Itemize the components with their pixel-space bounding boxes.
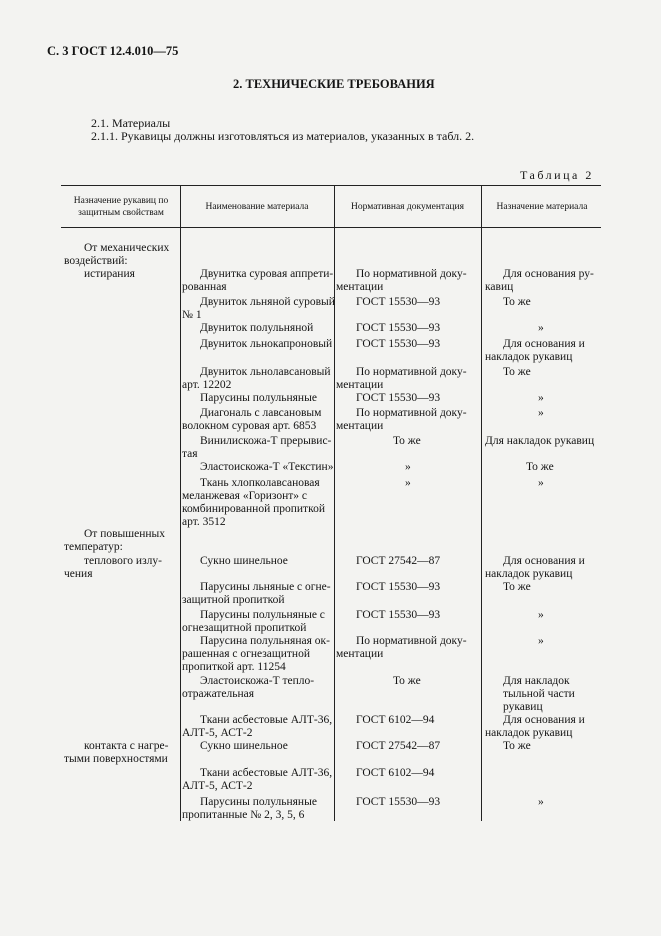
row-material: АЛТ-5, АСТ-2 [182, 727, 253, 739]
row-purpose-material: кавиц [485, 281, 514, 293]
row-purpose-material: » [538, 322, 544, 334]
row-purpose-material: То же [503, 581, 531, 593]
row-purpose-material: накладок рукавиц [485, 568, 573, 580]
row-docs: По нормативной доку- [356, 635, 467, 647]
row-purpose-material: накладок рукавиц [485, 351, 573, 363]
row-material: Двуниток льнолавсановый [200, 366, 331, 378]
row-material: огнезащитной пропиткой [182, 622, 307, 634]
row-material: Двуниток полульняной [200, 322, 314, 334]
row-material: комбинированной пропиткой [182, 503, 325, 515]
row-material: защитной пропиткой [182, 594, 285, 606]
row-material: Парусины полульняные [200, 392, 317, 404]
row-purpose-material: То же [526, 461, 554, 473]
row-material: Парусины льняные с огне- [200, 581, 331, 593]
row-purpose-material: рукавиц [503, 701, 543, 713]
row-purpose-material: Для основания ру- [503, 268, 594, 280]
row-material: Диагональ с лавсановым [200, 407, 322, 419]
table-label: Таблица 2 [520, 168, 594, 182]
row-purpose-material: » [538, 477, 544, 489]
row-purpose-line: теплового излу- [84, 555, 162, 567]
row-docs: ГОСТ 15530—93 [356, 322, 441, 334]
table-header-material-purpose: Назначение материала [496, 202, 588, 212]
row-purpose-line: температур: [64, 541, 123, 553]
row-docs: » [405, 461, 411, 473]
row-purpose-material: » [538, 609, 544, 621]
paragraph-2-1: 2.1. Материалы [91, 116, 171, 130]
row-material: отражательная [182, 688, 255, 700]
row-purpose-material: То же [503, 366, 531, 378]
row-material: Эластоискожа-Т тепло- [200, 675, 315, 687]
row-material: Ткани асбестовые АЛТ-36, [200, 714, 333, 726]
table-header-docs: Нормативная документация [351, 202, 464, 212]
row-purpose-line: От механических [84, 242, 170, 254]
row-docs: ГОСТ 27542—87 [356, 740, 441, 752]
row-purpose-material: » [538, 392, 544, 404]
row-material: Винилискожа-Т прерывис- [200, 435, 332, 447]
row-docs: ментации [336, 420, 384, 432]
row-purpose-material: » [538, 407, 544, 419]
row-material: рованная [182, 281, 227, 293]
row-material: Эластоискожа-Т «Текстин» [200, 461, 334, 473]
row-material: рашенная с огнезащитной [182, 648, 310, 660]
row-material: Двуниток льнокапроновый [200, 338, 333, 350]
row-purpose-line: воздействий: [64, 255, 128, 267]
row-purpose-material: накладок рукавиц [485, 727, 573, 739]
row-purpose-material: тыльной части [503, 688, 575, 700]
row-docs: ГОСТ 15530—93 [356, 581, 441, 593]
row-docs: ГОСТ 15530—93 [356, 392, 441, 404]
row-material: Ткань хлопколавсановая [200, 477, 320, 489]
row-material: меланжевая «Горизонт» с [182, 490, 308, 502]
row-material: Парусина полульняная ок- [200, 635, 330, 647]
row-docs: ГОСТ 15530—93 [356, 338, 441, 350]
page-header: С. 3 ГОСТ 12.4.010—75 [47, 44, 179, 58]
row-material: тая [182, 448, 198, 460]
row-docs: ГОСТ 15530—93 [356, 796, 441, 808]
table-header-material: Наименование материала [205, 202, 309, 212]
row-material: пропиткой арт. 11254 [182, 661, 286, 673]
row-material: волокном суровая арт. 6853 [182, 420, 317, 432]
row-material: Сукно шинельное [200, 740, 288, 752]
row-purpose-line: контакта с нагре- [84, 740, 169, 752]
row-purpose-material: Для накладок рукавиц [485, 435, 595, 447]
row-purpose-material: То же [503, 740, 531, 752]
row-material: арт. 12202 [182, 379, 232, 391]
row-material: Двуниток льняной суровый [200, 296, 335, 308]
row-purpose-material: Для накладок [503, 675, 570, 687]
row-purpose-line: тыми поверхностями [64, 753, 168, 765]
row-docs: То же [393, 435, 421, 447]
row-docs: ГОСТ 6102—94 [356, 714, 435, 726]
row-docs: ГОСТ 15530—93 [356, 609, 441, 621]
paragraph-2-1-1: 2.1.1. Рукавицы должны изготовляться из материалов, указанных в табл. 2. [91, 129, 475, 143]
row-material: Сукно шинельное [200, 555, 288, 567]
row-material: Ткани асбестовые АЛТ-36, [200, 767, 333, 779]
row-docs: По нормативной доку- [356, 407, 467, 419]
row-material: АЛТ-5, АСТ-2 [182, 780, 253, 792]
row-purpose-material: Для основания и [503, 338, 585, 350]
row-material: Парусины полульняные с [200, 609, 325, 621]
row-purpose-material: Для основания и [503, 555, 585, 567]
row-material: № 1 [182, 309, 202, 321]
row-docs: » [405, 477, 411, 489]
row-docs: То же [393, 675, 421, 687]
row-docs: ГОСТ 27542—87 [356, 555, 441, 567]
row-purpose-material: » [538, 635, 544, 647]
row-docs: ГОСТ 15530—93 [356, 296, 441, 308]
row-purpose-line: От повышенных [84, 528, 166, 540]
row-material: пропитанные № 2, 3, 5, 6 [182, 809, 305, 821]
row-docs: ГОСТ 6102—94 [356, 767, 435, 779]
row-material: арт. 3512 [182, 516, 226, 528]
row-purpose-material: » [538, 796, 544, 808]
row-docs: По нормативной доку- [356, 268, 467, 280]
row-purpose: истирания [84, 268, 135, 280]
row-docs: ментации [336, 379, 384, 391]
row-purpose-material: То же [503, 296, 531, 308]
row-docs: ментации [336, 281, 384, 293]
section-title: 2. ТЕХНИЧЕСКИЕ ТРЕБОВАНИЯ [233, 77, 435, 91]
row-material: Парусины полульняные [200, 796, 317, 808]
row-docs: ментации [336, 648, 384, 660]
row-purpose-material: Для основания и [503, 714, 585, 726]
row-docs: По нормативной доку- [356, 366, 467, 378]
row-material: Двунитка суровая аппрети- [200, 268, 334, 280]
row-purpose-line: чения [64, 568, 93, 580]
